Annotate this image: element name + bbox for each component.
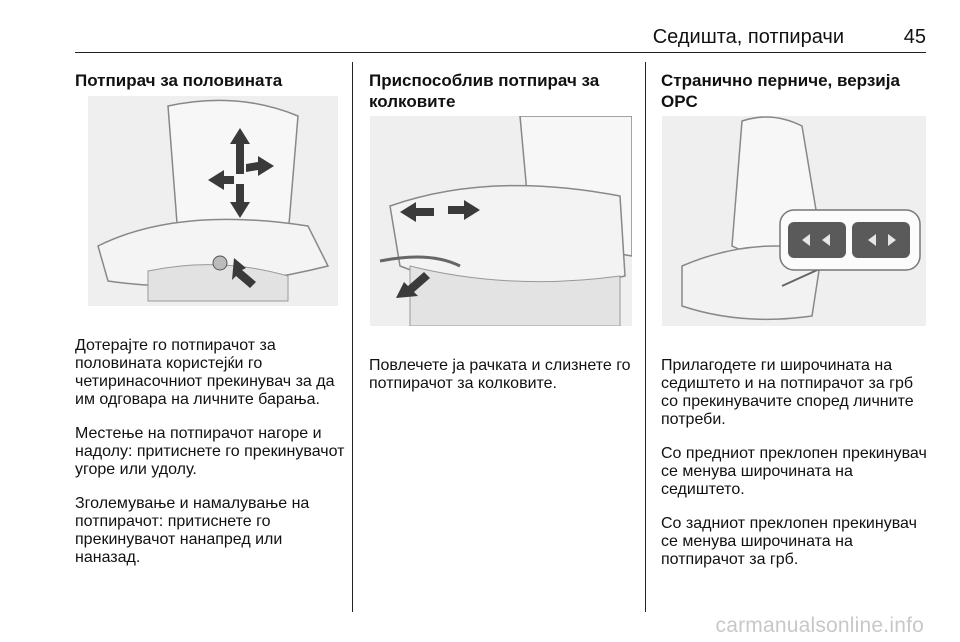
column-lumbar-support	[75, 62, 340, 91]
column-divider	[352, 62, 353, 612]
thigh-support-illustration	[370, 116, 632, 326]
column-thigh-support	[369, 62, 634, 112]
paragraph: Дотерајте го потпирачот за половината користејќи го четиринасочниот прекинувач за да им одговара на личните барања.	[75, 337, 335, 408]
watermark: carmanualsonline.info	[715, 614, 924, 637]
page-number: 45	[903, 26, 926, 48]
paragraph: Прилагодете ги широчината на седиштето и на потпирачот за грб со прекинувачите според личните потреби.	[661, 357, 914, 428]
page-header	[75, 26, 926, 53]
column-divider	[645, 62, 646, 612]
lumbar-support-text	[75, 321, 345, 583]
lumbar-support-illustration	[88, 96, 338, 306]
section-heading: Странично перниче, верзија OPC	[661, 71, 900, 111]
paragraph: Со предниот преклопен прекинувач се менува широчината на седиштето.	[661, 445, 927, 498]
section-heading: Потпирач за половината	[75, 71, 283, 90]
side-bolster-text	[661, 341, 929, 585]
thigh-support-text	[369, 341, 637, 409]
paragraph: Повлечете ја рачката и слизнете го потпирачот за колковите.	[369, 357, 631, 392]
section-heading: Приспособлив потпирач за колковите	[369, 71, 600, 111]
paragraph: Местење на потпирачот нагоре и надолу: притиснете го прекинувачот угоре или удолу.	[75, 425, 345, 478]
paragraph: Зголемување и намалување на потпирачот: притиснете го прекинувачот нанапред или наназад.	[75, 495, 310, 566]
paragraph: Со задниот преклопен прекинувач се менува широчината на потпирачот за грб.	[661, 515, 917, 568]
column-side-bolster	[661, 62, 926, 112]
section-title: Седишта, потпирачи	[652, 26, 844, 48]
side-bolster-illustration	[662, 116, 926, 326]
